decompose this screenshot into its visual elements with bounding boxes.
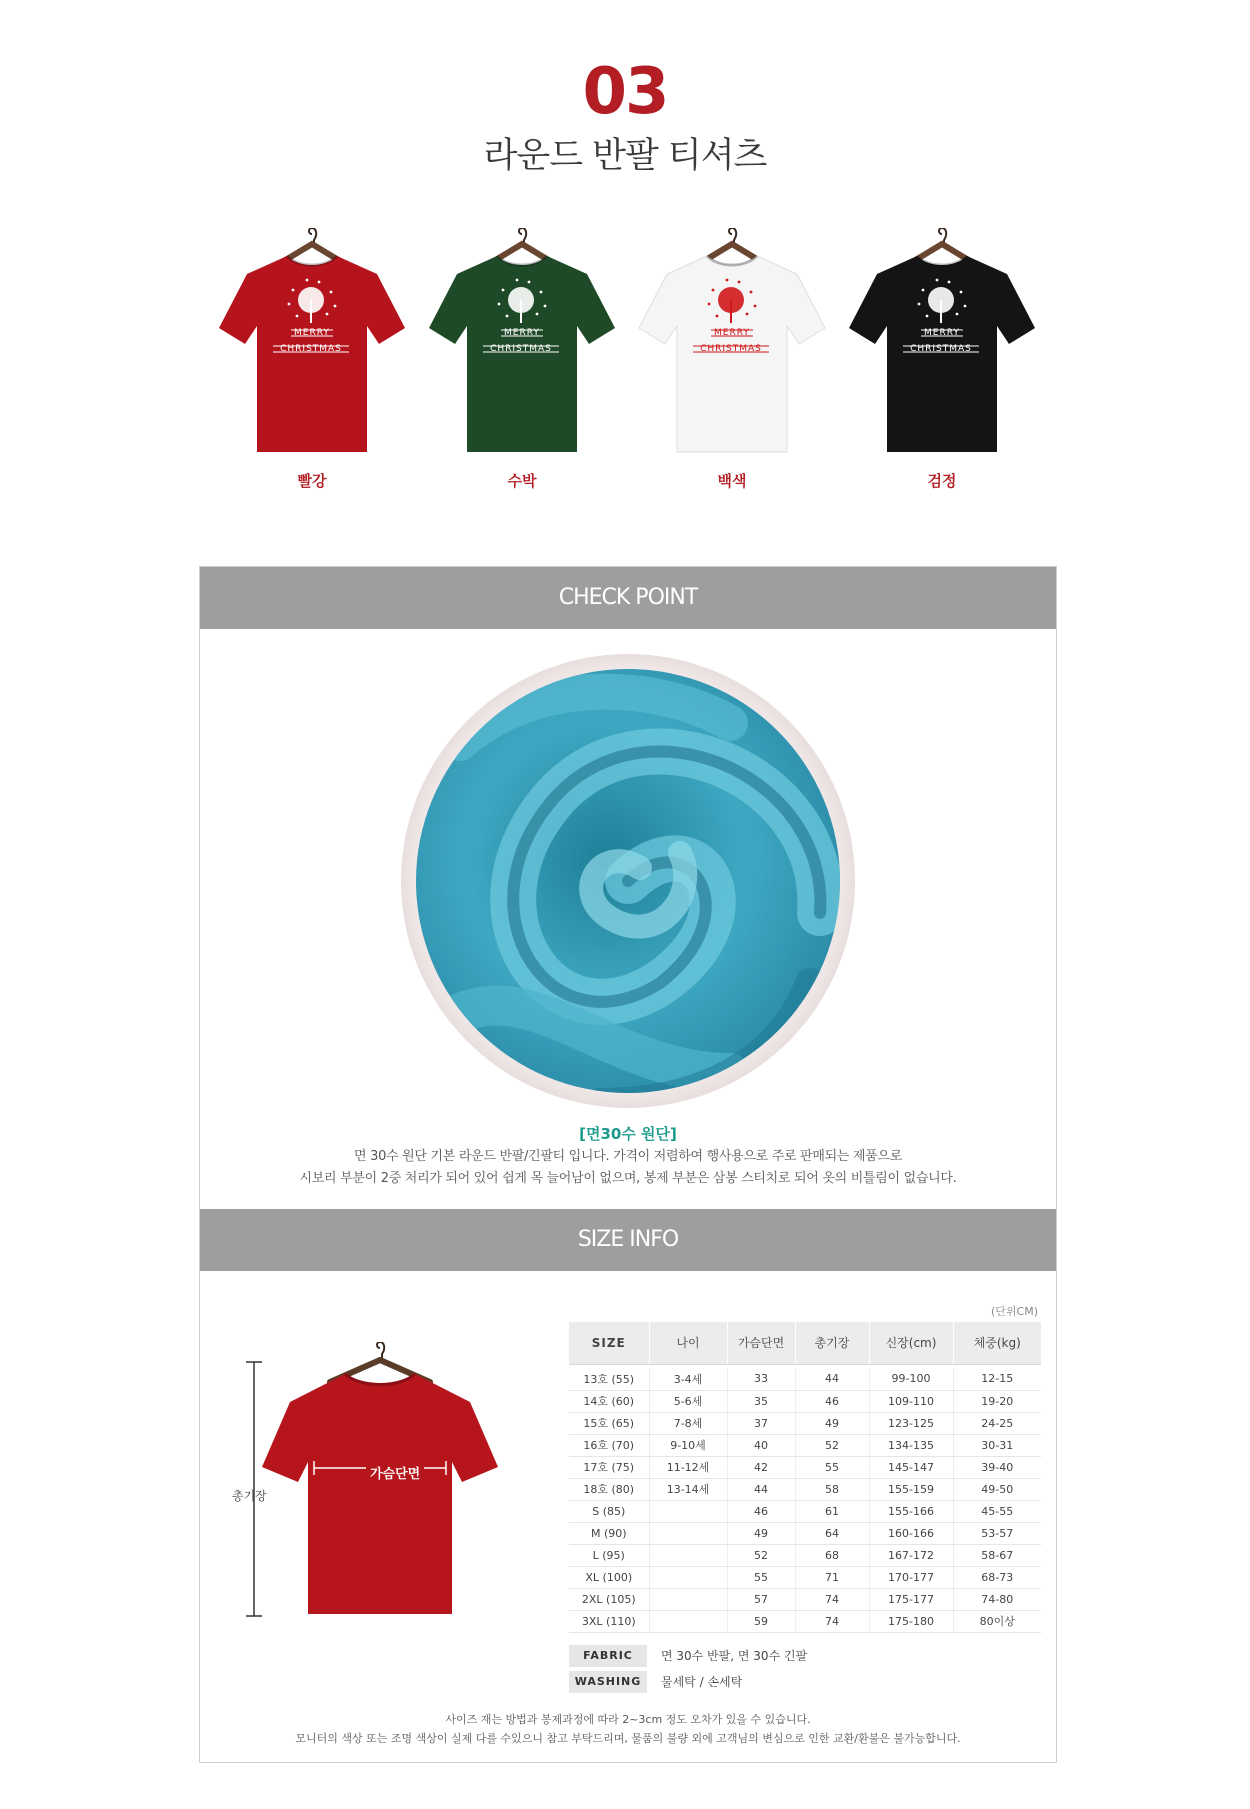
table-cell: 3XL (110) <box>569 1610 649 1632</box>
column-header: 총기장 <box>795 1322 869 1364</box>
table-cell <box>649 1500 727 1522</box>
table-row <box>569 1610 1041 1632</box>
length-label: 총기장 <box>232 1489 267 1503</box>
table-cell: 49-50 <box>953 1478 1041 1500</box>
table-row <box>569 1522 1041 1544</box>
variant-label: 수박 <box>507 472 537 490</box>
table-cell: 167-172 <box>869 1544 953 1566</box>
variant-red[interactable] <box>207 228 417 498</box>
footnote: 모니터의 색상 또는 조명 색상이 실제 다를 수있으니 참고 부탁드리며, 물품의 불량 외에 고객님의 변심으로 인한 교환/환불은 불가능합니다. <box>295 1732 961 1745</box>
table-cell: 42 <box>727 1456 795 1478</box>
table-row <box>569 1566 1041 1588</box>
table-row <box>569 1500 1041 1522</box>
table-cell: 2XL (105) <box>569 1588 649 1610</box>
tshirt-icon <box>627 228 837 460</box>
table-cell <box>649 1544 727 1566</box>
svg-text:MERRY: MERRY <box>294 328 330 338</box>
table-cell: 71 <box>795 1566 869 1588</box>
tshirt-icon <box>207 228 417 460</box>
table-cell: 19-20 <box>953 1390 1041 1412</box>
svg-text:CHRISTMAS: CHRISTMAS <box>910 344 972 354</box>
table-cell: 52 <box>795 1434 869 1456</box>
table-cell: 40 <box>727 1434 795 1456</box>
table-header-row <box>569 1322 1041 1364</box>
section-number: 03 <box>582 55 668 129</box>
table-cell: 45-55 <box>953 1500 1041 1522</box>
variant-label: 빨강 <box>297 472 327 490</box>
table-cell: 155-166 <box>869 1500 953 1522</box>
svg-text:CHRISTMAS: CHRISTMAS <box>490 344 552 354</box>
table-cell: S (85) <box>569 1500 649 1522</box>
table-cell: 80이상 <box>953 1610 1041 1632</box>
table-cell <box>649 1522 727 1544</box>
table-cell: 175-177 <box>869 1588 953 1610</box>
table-cell: 11-12세 <box>649 1456 727 1478</box>
table-cell: 49 <box>795 1412 869 1434</box>
column-header: 신장(cm) <box>869 1322 953 1364</box>
table-cell: 58-67 <box>953 1544 1041 1566</box>
table-cell: 35 <box>727 1390 795 1412</box>
column-header: 나이 <box>649 1322 727 1364</box>
size-info-heading: SIZE INFO <box>200 1209 1056 1271</box>
table-row <box>569 1434 1041 1456</box>
table-cell <box>649 1566 727 1588</box>
check-point-heading: CHECK POINT <box>200 567 1056 629</box>
table-cell: 123-125 <box>869 1412 953 1434</box>
table-cell: 14호 (60) <box>569 1390 649 1412</box>
table-cell: L (95) <box>569 1544 649 1566</box>
svg-text:MERRY: MERRY <box>924 328 960 338</box>
footnote: 사이즈 재는 방법과 봉제과정에 따라 2~3cm 정도 오차가 있을 수 있습니다. <box>445 1713 811 1726</box>
table-cell: 160-166 <box>869 1522 953 1544</box>
table-cell: 57 <box>727 1588 795 1610</box>
table-cell <box>649 1610 727 1632</box>
table-cell: XL (100) <box>569 1566 649 1588</box>
fabric-swirl-image <box>400 653 856 1109</box>
table-cell: 49 <box>727 1522 795 1544</box>
table-cell: 12-15 <box>953 1368 1041 1390</box>
size-table <box>569 1322 1041 1633</box>
table-cell: 44 <box>795 1368 869 1390</box>
table-cell: 53-57 <box>953 1522 1041 1544</box>
tshirt-icon <box>837 228 1047 460</box>
table-row <box>569 1390 1041 1412</box>
washing-value: 물세탁 / 손세탁 <box>661 1675 743 1689</box>
variant-green[interactable] <box>417 228 627 498</box>
table-cell: 16호 (70) <box>569 1434 649 1456</box>
fabric-value: 면 30수 반팔, 면 30수 긴팔 <box>661 1649 808 1663</box>
table-cell: 61 <box>795 1500 869 1522</box>
fabric-note-line: 시보리 부분이 2중 처리가 되어 있어 쉽게 목 늘어남이 없으며, 봉제 부분은 삼봉 스티치로 되어 옷의 비틀림이 없습니다. <box>299 1171 957 1186</box>
table-cell: 145-147 <box>869 1456 953 1478</box>
table-row <box>569 1588 1041 1610</box>
table-cell: 13-14세 <box>649 1478 727 1500</box>
table-cell: 17호 (75) <box>569 1456 649 1478</box>
measurement-diagram <box>230 1342 530 1632</box>
table-cell: 24-25 <box>953 1412 1041 1434</box>
fabric-note-line: 면 30수 원단 기본 라운드 반팔/긴팔티 입니다. 가격이 저렴하여 행사용으로 주로 판매되는 제품으로 <box>354 1149 902 1164</box>
variant-white[interactable] <box>627 228 837 498</box>
size-table-body <box>569 1364 1041 1632</box>
table-row <box>569 1456 1041 1478</box>
table-row <box>569 1368 1041 1390</box>
svg-text:CHRISTMAS: CHRISTMAS <box>700 344 762 354</box>
color-variants <box>207 228 1047 498</box>
table-cell: 109-110 <box>869 1390 953 1412</box>
table-cell: 15호 (65) <box>569 1412 649 1434</box>
table-row <box>569 1544 1041 1566</box>
svg-text:MERRY: MERRY <box>714 328 750 338</box>
table-cell: 155-159 <box>869 1478 953 1500</box>
column-header: 가슴단면 <box>727 1322 795 1364</box>
table-cell: 58 <box>795 1478 869 1500</box>
fabric-note-title: [면30수 원단] <box>579 1125 677 1143</box>
table-row <box>569 1412 1041 1434</box>
svg-text:MERRY: MERRY <box>504 328 540 338</box>
table-cell: 64 <box>795 1522 869 1544</box>
table-cell: 9-10세 <box>649 1434 727 1456</box>
unit-label: (단위CM) <box>991 1305 1039 1318</box>
table-cell: 7-8세 <box>649 1412 727 1434</box>
info-box <box>199 566 1057 1763</box>
table-cell: 99-100 <box>869 1368 953 1390</box>
table-cell: 39-40 <box>953 1456 1041 1478</box>
tshirt-icon <box>417 228 627 460</box>
table-cell: 68-73 <box>953 1566 1041 1588</box>
table-cell: 3-4세 <box>649 1368 727 1390</box>
table-cell: 55 <box>727 1566 795 1588</box>
column-header: SIZE <box>569 1322 649 1364</box>
table-cell: 13호 (55) <box>569 1368 649 1390</box>
variant-black[interactable] <box>837 228 1047 498</box>
svg-text:CHRISTMAS: CHRISTMAS <box>280 344 342 354</box>
table-cell: 44 <box>727 1478 795 1500</box>
variant-label: 검정 <box>927 472 957 490</box>
table-cell: 46 <box>795 1390 869 1412</box>
table-cell: 74-80 <box>953 1588 1041 1610</box>
table-cell: 5-6세 <box>649 1390 727 1412</box>
table-cell: 30-31 <box>953 1434 1041 1456</box>
table-cell: 37 <box>727 1412 795 1434</box>
washing-key: WASHING <box>569 1671 647 1693</box>
table-row <box>569 1478 1041 1500</box>
chest-label: 가슴단면 <box>366 1463 424 1482</box>
table-cell: 55 <box>795 1456 869 1478</box>
table-cell: 175-180 <box>869 1610 953 1632</box>
variant-label: 백색 <box>717 472 747 490</box>
table-cell: 46 <box>727 1500 795 1522</box>
table-cell: 170-177 <box>869 1566 953 1588</box>
table-cell: M (90) <box>569 1522 649 1544</box>
table-cell: 33 <box>727 1368 795 1390</box>
table-cell: 134-135 <box>869 1434 953 1456</box>
table-cell: 18호 (80) <box>569 1478 649 1500</box>
table-cell: 68 <box>795 1544 869 1566</box>
table-cell: 52 <box>727 1544 795 1566</box>
fabric-key: FABRIC <box>569 1645 647 1667</box>
table-cell: 59 <box>727 1610 795 1632</box>
product-title: 라운드 반팔 티셔츠 <box>483 136 767 176</box>
table-cell <box>649 1588 727 1610</box>
table-cell: 74 <box>795 1610 869 1632</box>
column-header: 체중(kg) <box>953 1322 1041 1364</box>
table-cell: 74 <box>795 1588 869 1610</box>
